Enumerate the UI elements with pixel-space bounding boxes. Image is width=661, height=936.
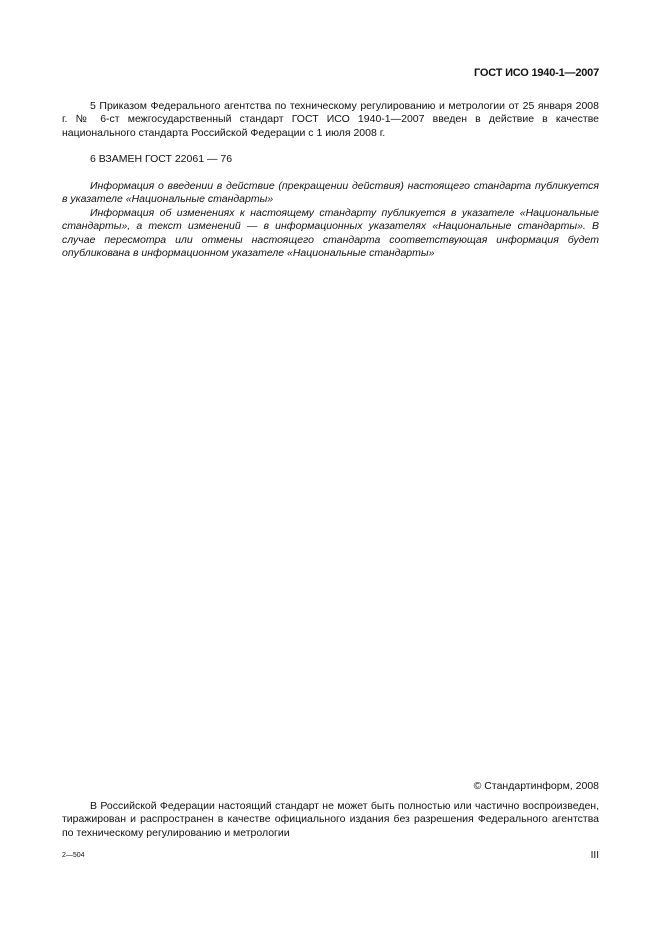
info-changes-notice: Информация об изменениях к настоящему стандарту публикуется в указателе «Национальные стандарты», а текст изменений — в информационных указателях «Национальные стандарты». В случае пересмотра или отмены настоящего стандарта соответствующая информация будет опубликована в информационном указателе «Национальные стандарты»	[62, 207, 599, 260]
print-code: 2—504	[62, 852, 85, 859]
page-header-standard-code: ГОСТ ИСО 1940-1—2007	[473, 67, 599, 79]
paragraph-6-replaces: 6 ВЗАМЕН ГОСТ 22061 — 76	[90, 153, 233, 165]
paragraph-5-order: 5 Приказом Федерального агентства по техническому регулированию и метрологии от 25 января 2008 г. № 6-ст межгосударственный стандарт ГОСТ ИСО 1940-1—2007 введен в действие в качестве национального стандарта Российской Федерации с 1 июля 2008 г.	[62, 100, 599, 139]
rights-notice: В Российской Федерации настоящий стандарт не может быть полностью или частично воспроизведен, тиражирован и распространен в качестве официального издания без разрешения Федерального агентства по техническому регулированию и метрологии	[62, 800, 599, 839]
copyright-notice: © Стандартинформ, 2008	[473, 780, 599, 792]
info-introduction-notice: Информация о введении в действие (прекращении действия) настоящего стандарта публикуется в указателе «Национальные стандарты»	[62, 180, 599, 206]
page-number: III	[590, 850, 599, 861]
